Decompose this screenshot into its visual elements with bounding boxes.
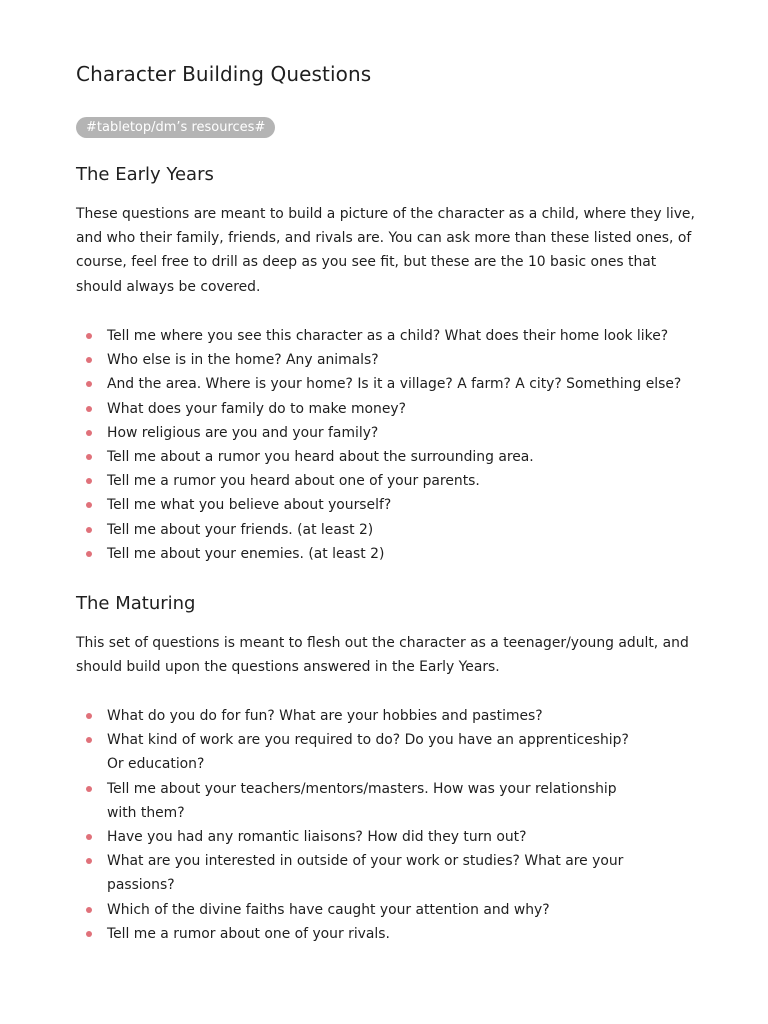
- bullet-icon: [86, 858, 92, 864]
- list-item: [76, 469, 696, 493]
- bullet-icon: [86, 931, 92, 937]
- bullet-icon: [86, 834, 92, 840]
- list-item-text: Tell me a rumor you heard about one of your parents.: [107, 473, 480, 490]
- bullet-icon: [86, 406, 92, 412]
- list-item: [76, 397, 696, 421]
- list-item: [76, 542, 696, 566]
- list-item-text: Tell me about your teachers/mentors/masters. How was your relationship with them?: [107, 780, 617, 821]
- bullet-icon: [86, 737, 92, 743]
- list-item-text: What kind of work are you required to do? Do you have an apprenticeship? Or education?: [107, 732, 629, 773]
- section-heading-the-maturing: The Maturing: [76, 593, 196, 614]
- list-item-text: Which of the divine faiths have caught your attention and why?: [107, 901, 550, 918]
- bullet-icon: [86, 454, 92, 460]
- list-item: [76, 445, 696, 469]
- list-item-text: Who else is in the home? Any animals?: [107, 352, 379, 369]
- list-item-text: Tell me a rumor about one of your rivals.: [107, 925, 390, 942]
- list-item: [76, 922, 636, 946]
- bullet-icon: [86, 907, 92, 913]
- bullet-icon: [86, 333, 92, 339]
- section-intro-early-years: These questions are meant to build a picture of the character as a child, where they live, and who their family, friends, and rivals are. You can ask more than these listed ones, of course, feel free to drill as deep as you see fit, but these are the 10 basic ones that should always be covered.: [76, 206, 695, 295]
- bullet-icon: [86, 430, 92, 436]
- page-title: Character Building Questions: [76, 62, 372, 86]
- bullet-icon: [86, 478, 92, 484]
- list-item-text: Have you had any romantic liaisons? How did they turn out?: [107, 829, 527, 846]
- bullet-icon: [86, 502, 92, 508]
- bullet-icon: [86, 713, 92, 719]
- list-item-text: How religious are you and your family?: [107, 424, 379, 441]
- list-item: [76, 518, 696, 542]
- question-list-early-years: [76, 324, 696, 566]
- list-item-text: Tell me about your enemies. (at least 2): [107, 545, 385, 562]
- list-item-text: What does your family do to make money?: [107, 400, 406, 417]
- list-item-text: What are you interested in outside of your work or studies? What are your passions?: [107, 853, 624, 894]
- list-item: [76, 493, 696, 517]
- bullet-icon: [86, 381, 92, 387]
- list-item-text: Tell me what you believe about yourself?: [107, 497, 392, 514]
- list-item-text: What do you do for fun? What are your hobbies and pastimes?: [107, 708, 543, 724]
- list-item: [76, 898, 636, 922]
- bullet-icon: [86, 786, 92, 792]
- bullet-icon: [86, 527, 92, 533]
- list-item-text: Tell me about your friends. (at least 2): [107, 521, 374, 538]
- section-heading-early-years: The Early Years: [76, 164, 214, 185]
- list-item: [76, 324, 696, 348]
- list-item: [76, 825, 636, 849]
- list-item: [76, 372, 696, 396]
- list-item: [76, 849, 636, 897]
- list-item: [76, 777, 636, 825]
- list-item-text: Tell me about a rumor you heard about the surrounding area.: [107, 449, 534, 466]
- section-intro-the-maturing: This set of questions is meant to flesh out the character as a teenager/young adult, and should build upon the questions answered in the Early Years.: [76, 635, 689, 676]
- list-item: [76, 728, 636, 776]
- tag-badge[interactable]: #tabletop/dm’s resources#: [76, 117, 275, 138]
- bullet-icon: [86, 551, 92, 557]
- list-item-text: And the area. Where is your home? Is it a village? A farm? A city? Something else?: [107, 376, 682, 393]
- list-item-text: Tell me where you see this character as a child? What does their home look like?: [107, 328, 669, 344]
- list-item: [76, 348, 696, 372]
- bullet-icon: [86, 357, 92, 363]
- list-item: [76, 704, 636, 728]
- question-list-the-maturing: [76, 704, 636, 946]
- list-item: [76, 421, 696, 445]
